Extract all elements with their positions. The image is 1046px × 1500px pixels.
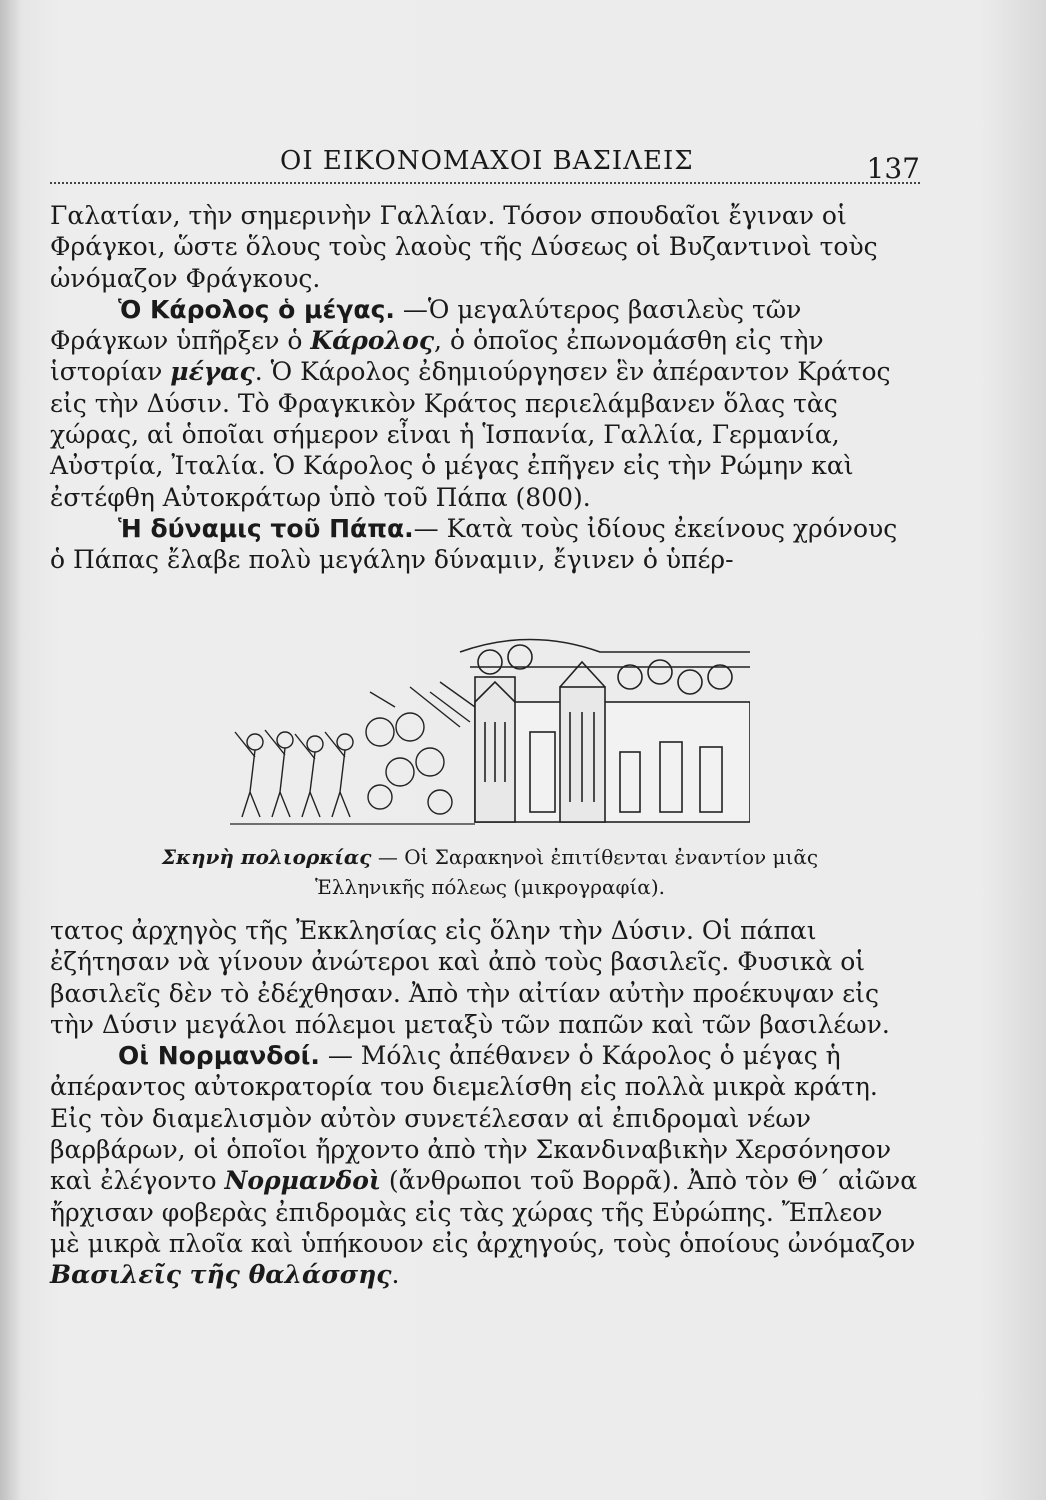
paragraph-text: Γαλατίαν, τὴν σημερινὴν Γαλλίαν. Τόσον σπουδαῖοι ἔγιναν οἱ Φράγκοι, ὥστε ὅλους τοὺς λαοὺς τῆς Δύσεως οἱ Βυζαντινοὶ τοὺς ὠνόμαζον Φράγκους. <box>50 201 878 293</box>
paragraph-text: τατος ἀρχηγὸς τῆς Ἐκκλησίας εἰς ὅλην τὴν Δύσιν. Οἱ πάπαι ἐζήτησαν νὰ γίνουν ἀνώτεροι καὶ ἀπὸ τοὺς βασιλεῖς. Φυσικὰ οἱ βασιλεῖς δὲν τὸ ἐδέχθησαν. Ἀπὸ τὴν αἰτίαν αὐτὴν προέκυψαν εἰς τὴν Δύσιν μεγάλοι πόλεμοι μεταξὺ τῶν παπῶν καὶ τῶν βασιλέων. <box>50 916 890 1039</box>
caption-text: — Οἱ Σαρακηνοὶ ἐπιτίθενται ἐναντίον μιᾶς Ἑλληνικῆς πόλεως (μικρογραφία). <box>315 845 819 899</box>
paragraph-papal-power <box>50 513 920 576</box>
paragraph-text: — Κατὰ τοὺς ἰδίους ἐκείνους χρόνους ὁ Πάπας ἔλαβε πολὺ μεγάλην δύναμιν, ἔγινεν ὁ ὑπέρ- <box>50 513 898 575</box>
section-heading-normans: Οἱ Νορμανδοί. <box>118 1041 320 1071</box>
paragraph-text: — Μόλις ἀπέθανεν ὁ Κάρολος ὁ μέγας ἡ ἀπέραντος αὐτοκρατορία του διεμελίσθη εἰς πολλὰ μικρὰ κράτη. Εἰς τὸν διαμελισμὸν αὐτὸν συνετέλεσαν αἱ ἐπιδρομαὶ νέων βαρβάρων, οἱ ὁποῖοι ἤρχοντο ἀπὸ τὴν Σκανδιναβικὴν Χερσόνησον καὶ ἐλέγοντο <box>50 1041 892 1196</box>
siege-miniature-illustration <box>230 632 750 832</box>
page-number: 137 <box>866 152 920 185</box>
emphasis-karolos: Κάρολος <box>310 326 435 356</box>
paragraph-text: , ὁ ὁποῖος ἐπωνομάσθη εἰς τὴν ἱστορίαν <box>50 326 824 387</box>
paragraph-text: (ἄνθρωποι τοῦ Βορρᾶ). Ἀπὸ τὸν Θ΄ αἰῶνα ἤρχισαν φοβερὰς ἐπιδρομὰς εἰς τὰς χώρας τῆς Εὐρώπης. Ἔπλεον μὲ μικρὰ πλοῖα καὶ ὑπήκουον εἰς ἀρχηγούς, τοὺς ὁποίους ὠνόμαζον <box>50 1166 918 1258</box>
text-block-lower <box>50 915 920 1335</box>
section-heading-papal-power: Ἡ δύναμις τοῦ Πάπα. <box>118 513 414 543</box>
running-title: ΟΙ ΕΙΚΟΝΟΜΑΧΟΙ ΒΑΣΙΛΕΙΣ <box>280 146 694 176</box>
siege-miniature-drawing <box>230 632 750 832</box>
page-header <box>50 140 920 184</box>
emphasis-normandoi: Νορμανδοὶ <box>224 1166 381 1196</box>
section-heading-charlemagne: Ὁ Κάρολος ὁ μέγας. <box>118 294 395 324</box>
paragraph-text: . Ὁ Κάρολος ἐδημιούργησεν ἓν ἀπέραντον Κράτος εἰς τὴν Δύσιν. Τὸ Φραγκικὸν Κράτος περιελάμβανεν ὅλας τὰς χώρας, αἱ ὁποῖαι σήμερον εἶναι ἡ Ἱσπανία, Γαλλία, Γερμανία, Αὐστρία, Ἰταλία. Ὁ Κάρολος ὁ μέγας ἐπῆγεν εἰς τὴν Ρώμην καὶ ἐστέφθη Αὐτοκράτωρ ὑπὸ τοῦ Πάπα (800). <box>50 357 891 512</box>
paragraph-text: —Ὁ μεγαλύτερος βασιλεὺς τῶν Φράγκων ὑπῆρξεν ὁ <box>50 294 802 356</box>
header-rule <box>50 182 920 184</box>
paragraph-text: . <box>391 1260 400 1290</box>
text-block-upper <box>50 200 920 630</box>
paragraph-charlemagne <box>50 294 920 513</box>
caption-lead: Σκηνὴ πολιορκίας <box>161 845 372 869</box>
paragraph-papal-conflict <box>50 915 920 1040</box>
emphasis-megas: μέγας <box>170 357 255 387</box>
figure-caption <box>130 842 850 902</box>
paragraph-normans <box>50 1040 920 1290</box>
emphasis-sea-kings: Βασιλεῖς τῆς θαλάσσης <box>50 1260 392 1290</box>
paragraph-gaul <box>50 200 920 294</box>
